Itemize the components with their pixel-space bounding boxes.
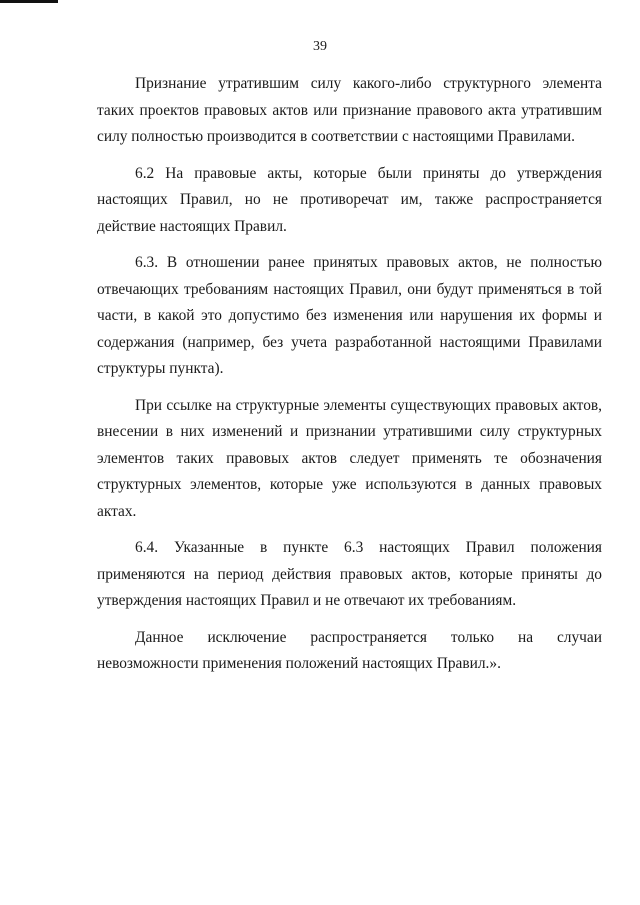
document-body xyxy=(97,71,602,688)
paragraph-exception: Данное исключение распространяется только на случаи невозможности применения положений настоящих Правил.». xyxy=(97,628,602,672)
paragraph-6-4: 6.4. Указанные в пункте 6.3 настоящих Правил положения применяются на период действия правовых актов, которые приняты до утверждения настоящих Правил и не отвечают их требованиям. xyxy=(97,539,602,609)
paragraph-6-3: 6.3. В отношении ранее принятых правовых актов, не полностью отвечающих требованиям настоящих Правил, они будут применяться в той части, в какой это допустимо без изменения или нарушения их формы и содержания (например, без учета разработанной настоящими Правилами структуры пункта). xyxy=(97,254,602,377)
scan-edge-mark xyxy=(0,0,58,3)
paragraph-6-2: 6.2 На правовые акты, которые были приняты до утверждения настоящих Правил, но не противоречат им, также распространяется действие настоящих Правил. xyxy=(97,164,602,235)
paragraph-repeal: Признание утратившим силу какого-либо структурного элемента таких проектов правовых актов или признание правового акта утратившим силу полностью производится в соответствии с настоящими Правилами. xyxy=(97,75,602,145)
page-number: 39 xyxy=(313,39,327,54)
paragraph-references: При ссылке на структурные элементы существующих правовых актов, внесении в них изменений и признании утратившими силу структурных элементов таких правовых актов следует применять те обозначения структурных элементов, которые уже используются в данных правовых актах. xyxy=(97,396,602,520)
